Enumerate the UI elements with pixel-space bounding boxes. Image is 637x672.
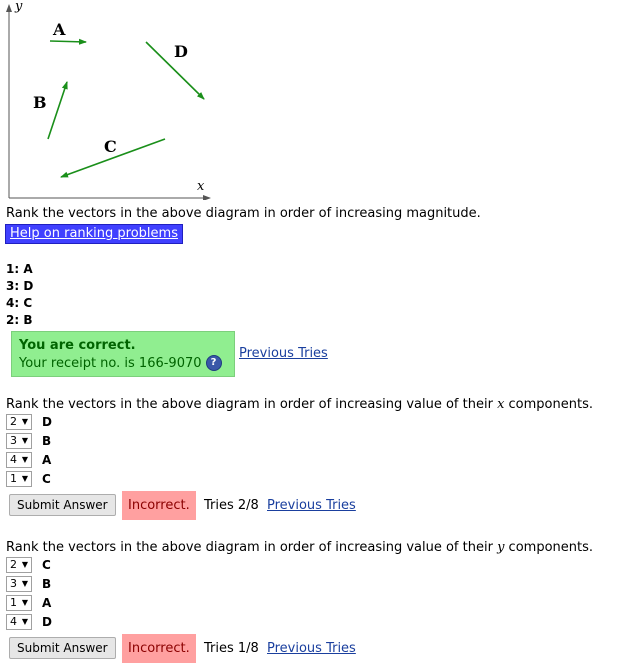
q1-answer-2: 3: D [6, 279, 34, 293]
dropdown-arrow-icon: ▼ [21, 579, 28, 588]
dropdown-arrow-icon: ▼ [21, 617, 28, 626]
q2-row [6, 432, 51, 450]
vector-a-label: A [53, 20, 66, 39]
vector-d-label: D [174, 42, 188, 61]
q3-tries: Tries 1/8 [204, 641, 259, 656]
dropdown-arrow-icon: ▼ [21, 598, 28, 607]
q2-row-label: A [42, 453, 52, 467]
q1-answer-3: 4: C [6, 296, 33, 310]
q1-receipt [19, 355, 227, 371]
q2-row-label: C [42, 472, 51, 486]
q2-tries: Tries 2/8 [204, 498, 259, 513]
q1-answer-1: 1: A [6, 262, 33, 276]
q2-row-label: D [42, 415, 52, 429]
q3-row-label: A [42, 596, 52, 610]
q1-answer-4: 2: B [6, 313, 33, 327]
vector-b-arrow [48, 82, 67, 139]
q2-previous-tries-link[interactable]: Previous Tries [267, 498, 356, 513]
q3-row [6, 594, 51, 612]
q3-row [6, 575, 51, 593]
q1-prompt: Rank the vectors in the above diagram in order of increasing magnitude. [6, 206, 481, 221]
q3-row-label: D [42, 615, 52, 629]
q2-row [6, 451, 51, 469]
q2-prompt: Rank the vectors in the above diagram in order of increasing value of their x components. [6, 397, 593, 412]
q3-row [6, 613, 52, 631]
vector-diagram [0, 0, 215, 200]
vector-b-label: B [33, 93, 47, 112]
q1-previous-tries-link[interactable]: Previous Tries [239, 346, 328, 361]
q1-correct-box [11, 331, 235, 377]
q3-incorrect-badge: Incorrect. [122, 634, 196, 663]
dropdown-arrow-icon: ▼ [21, 455, 28, 464]
q3-row-label: B [42, 577, 52, 591]
q1-status-title: You are correct. [19, 338, 136, 353]
q2-submit-button[interactable]: Submit Answer [9, 494, 116, 516]
q3-rank-select[interactable]: 3 ▼ [6, 576, 32, 592]
help-question-icon[interactable]: ? [206, 355, 222, 371]
q3-rank-select[interactable]: 1 ▼ [6, 595, 32, 611]
dropdown-arrow-icon: ▼ [21, 474, 28, 483]
dropdown-arrow-icon: ▼ [21, 560, 28, 569]
q1-receipt-text: Your receipt no. is 166-9070 [19, 355, 202, 371]
q3-row-label: C [42, 558, 51, 572]
vector-a-arrow [50, 41, 86, 42]
q3-rank-select[interactable]: 4 ▼ [6, 614, 32, 630]
dropdown-arrow-icon: ▼ [21, 436, 28, 445]
q2-rank-select[interactable]: 4 ▼ [6, 452, 32, 468]
y-axis-label: y [15, 0, 23, 14]
q2-rank-select[interactable]: 1 ▼ [6, 471, 32, 487]
q2-rank-select[interactable]: 3 ▼ [6, 433, 32, 449]
q2-row [6, 470, 51, 488]
q2-row [6, 413, 52, 431]
q3-submit-button[interactable]: Submit Answer [9, 637, 116, 659]
help-ranking-link[interactable]: Help on ranking problems [5, 224, 183, 244]
q2-rank-select[interactable]: 2 ▼ [6, 414, 32, 430]
q3-prompt: Rank the vectors in the above diagram in order of increasing value of their y components. [6, 540, 594, 555]
x-axis-label: x [197, 179, 205, 194]
q3-rank-select[interactable]: 2 ▼ [6, 557, 32, 573]
q2-incorrect-badge: Incorrect. [122, 491, 196, 520]
q2-row-label: B [42, 434, 52, 448]
q3-previous-tries-link[interactable]: Previous Tries [267, 641, 356, 656]
vector-c-label: C [104, 137, 117, 156]
q3-row [6, 556, 51, 574]
dropdown-arrow-icon: ▼ [21, 417, 28, 426]
